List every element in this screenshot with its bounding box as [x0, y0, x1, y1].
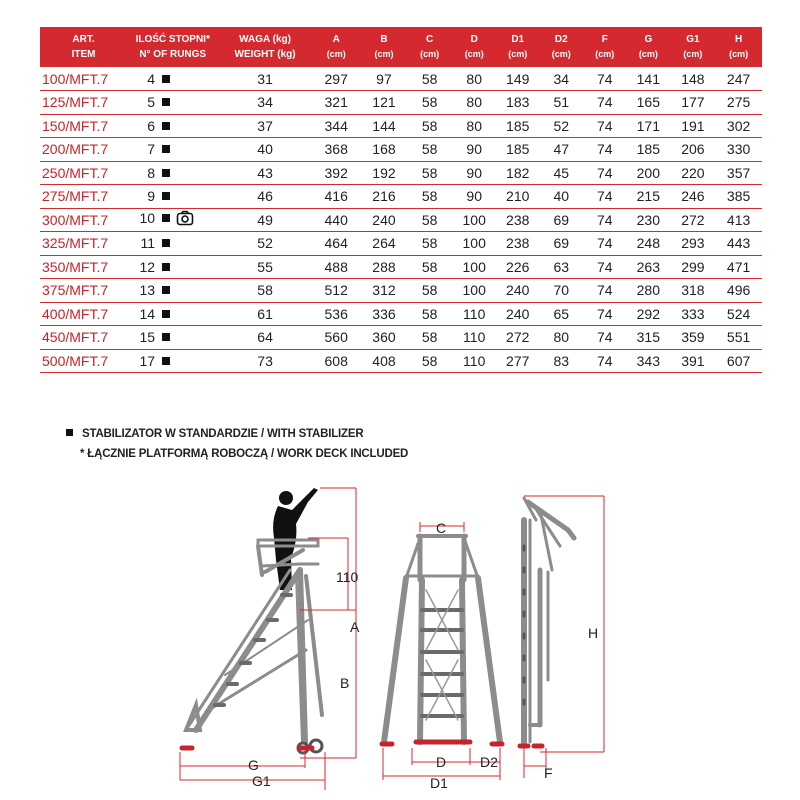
rungs-cell: [127, 302, 218, 326]
value-cell: 185: [506, 117, 530, 134]
rungs-cell: [127, 91, 218, 115]
table-row: [40, 91, 762, 115]
rungs-cell: [127, 208, 218, 232]
rungs-cell: [127, 138, 218, 162]
rungs-cell: [127, 114, 218, 138]
value-cell: 34: [257, 94, 273, 111]
stabilizer-square-icon: [162, 357, 170, 365]
rungs-count: 8: [147, 164, 156, 181]
value-cell: 206: [681, 141, 705, 158]
item-code: 150/MFT.7: [42, 117, 109, 134]
table-row: [40, 349, 762, 373]
camera-icon: [176, 210, 194, 229]
value-cell: 560: [324, 329, 348, 346]
value-cell: 52: [257, 235, 273, 252]
value-cell: 240: [506, 305, 530, 322]
value-cell: 464: [324, 235, 348, 252]
value-cell: 74: [597, 164, 613, 181]
item-code: 350/MFT.7: [42, 258, 109, 275]
stabilizer-square-icon: [162, 333, 170, 341]
value-cell: 496: [726, 282, 751, 299]
value-cell: 58: [421, 141, 438, 158]
label-110: 110: [336, 569, 359, 585]
value-cell: 299: [681, 258, 705, 275]
value-cell: 47: [553, 141, 570, 158]
label-g1: G1: [252, 773, 271, 789]
value-cell: 58: [421, 352, 438, 369]
value-cell: 80: [466, 94, 482, 111]
value-cell: 343: [636, 352, 660, 369]
value-cell: 230: [636, 211, 660, 228]
spec-table: [40, 27, 762, 373]
value-cell: 69: [553, 211, 570, 228]
value-cell: 391: [681, 352, 705, 369]
rungs-cell: [127, 232, 218, 256]
item-code: 500/MFT.7: [42, 352, 109, 369]
value-cell: 312: [372, 282, 396, 299]
value-cell: 58: [421, 211, 438, 228]
value-cell: 74: [597, 329, 613, 346]
value-cell: 165: [636, 94, 660, 111]
rungs-count: 13: [139, 282, 156, 299]
value-cell: 58: [421, 282, 438, 299]
stabilizer-square-icon: [162, 122, 170, 130]
value-cell: 292: [636, 305, 660, 322]
value-cell: 64: [257, 329, 273, 346]
value-cell: 110: [463, 329, 486, 346]
value-cell: 40: [257, 141, 273, 158]
stabilizer-square-icon: [162, 192, 170, 200]
legend: [66, 424, 408, 464]
value-cell: 240: [506, 282, 530, 299]
value-cell: 471: [726, 258, 751, 275]
label-f: F: [544, 765, 553, 781]
value-cell: 58: [421, 235, 438, 252]
value-cell: 357: [726, 164, 751, 181]
rungs-count: 12: [139, 258, 156, 275]
table-header: [40, 27, 762, 67]
value-cell: 247: [726, 70, 751, 87]
value-cell: 216: [372, 188, 396, 205]
value-cell: 220: [681, 164, 705, 181]
item-code: 125/MFT.7: [42, 94, 109, 111]
rungs-count: 14: [139, 305, 156, 322]
value-cell: 330: [726, 141, 751, 158]
value-cell: 185: [506, 141, 530, 158]
table-row: [40, 232, 762, 256]
value-cell: 74: [597, 235, 613, 252]
value-cell: 238: [506, 211, 530, 228]
rungs-count: 15: [139, 329, 156, 346]
stabilizer-square-icon: [162, 169, 170, 177]
header-g1: G1 (cm): [683, 34, 703, 59]
rungs-cell: [127, 185, 218, 209]
stabilizer-square-icon: [162, 145, 170, 153]
value-cell: 74: [597, 70, 613, 87]
item-code: 275/MFT.7: [42, 188, 109, 205]
value-cell: 58: [257, 282, 273, 299]
item-code: 300/MFT.7: [42, 211, 109, 228]
table-row: [40, 185, 762, 209]
value-cell: 168: [372, 141, 396, 158]
value-cell: 58: [421, 70, 438, 87]
value-cell: 392: [324, 164, 348, 181]
value-cell: 90: [466, 164, 482, 181]
value-cell: 263: [636, 258, 660, 275]
label-a: A: [350, 619, 360, 635]
value-cell: 171: [636, 117, 660, 134]
table-row: [40, 67, 762, 91]
value-cell: 58: [421, 188, 438, 205]
side-dimensions: [180, 488, 356, 790]
value-cell: 185: [636, 141, 660, 158]
stabilizer-square-icon: [162, 214, 170, 222]
header-rungs: ILOŚĆ STOPNI* N° OF RUNGS: [135, 34, 210, 60]
value-cell: 280: [636, 282, 660, 299]
value-cell: 315: [636, 329, 660, 346]
value-cell: 368: [324, 141, 348, 158]
value-cell: 100: [462, 211, 486, 228]
header-g: G (cm): [638, 34, 658, 59]
table-row: [40, 138, 762, 162]
value-cell: 65: [553, 305, 570, 322]
item-code: 200/MFT.7: [42, 141, 109, 158]
header-a: A (cm): [326, 34, 346, 59]
value-cell: 607: [726, 352, 751, 369]
value-cell: 182: [506, 164, 530, 181]
value-cell: 238: [506, 235, 530, 252]
rungs-cell: [127, 349, 218, 373]
value-cell: 46: [257, 188, 273, 205]
value-cell: 51: [553, 94, 570, 111]
value-cell: 100: [462, 235, 486, 252]
side-view-drawing: [182, 488, 322, 753]
header-d1: D1 (cm): [508, 34, 528, 59]
header-d2: D2 (cm): [551, 34, 571, 59]
value-cell: 70: [553, 282, 570, 299]
value-cell: 608: [324, 352, 348, 369]
rungs-count: 7: [147, 141, 156, 158]
value-cell: 80: [553, 329, 570, 346]
rungs-count: 17: [139, 352, 156, 369]
value-cell: 264: [372, 235, 396, 252]
value-cell: 344: [324, 117, 348, 134]
rungs-count: 10: [139, 210, 156, 227]
table-row: [40, 114, 762, 138]
value-cell: 52: [553, 117, 570, 134]
value-cell: 536: [324, 305, 348, 322]
item-code: 100/MFT.7: [42, 70, 109, 87]
value-cell: 74: [597, 117, 613, 134]
value-cell: 360: [372, 329, 396, 346]
table-body: [40, 67, 762, 373]
value-cell: 416: [324, 188, 348, 205]
value-cell: 43: [257, 164, 273, 181]
label-g: G: [248, 757, 259, 773]
value-cell: 183: [506, 94, 530, 111]
value-cell: 248: [636, 235, 660, 252]
header-h: H (cm): [729, 34, 749, 59]
item-code: 450/MFT.7: [42, 329, 109, 346]
value-cell: 58: [421, 305, 438, 322]
label-h: H: [588, 625, 599, 641]
value-cell: 100: [462, 258, 486, 275]
stabilizer-square-icon: [162, 98, 170, 106]
value-cell: 58: [421, 94, 438, 111]
value-cell: 440: [324, 211, 348, 228]
item-code: 375/MFT.7: [42, 282, 109, 299]
value-cell: 240: [372, 211, 396, 228]
legend-stabilizer: STABILIZATOR W STANDARDZIE / WITH STABILIZER: [66, 424, 408, 444]
stabilizer-square-icon: [162, 239, 170, 247]
header-f: F (cm): [595, 34, 615, 59]
value-cell: 408: [372, 352, 396, 369]
value-cell: 288: [372, 258, 396, 275]
value-cell: 74: [597, 258, 613, 275]
stabilizer-square-icon: [162, 263, 170, 271]
item-code: 400/MFT.7: [42, 305, 109, 322]
value-cell: 90: [466, 188, 482, 205]
rungs-count: 5: [147, 94, 156, 111]
value-cell: 443: [726, 235, 751, 252]
value-cell: 272: [506, 329, 530, 346]
value-cell: 148: [681, 70, 705, 87]
value-cell: 74: [597, 141, 613, 158]
value-cell: 73: [257, 352, 273, 369]
value-cell: 74: [597, 282, 613, 299]
value-cell: 297: [324, 70, 348, 87]
value-cell: 74: [597, 94, 613, 111]
value-cell: 293: [681, 235, 705, 252]
value-cell: 49: [257, 211, 273, 228]
value-cell: 83: [553, 352, 570, 369]
value-cell: 200: [636, 164, 660, 181]
value-cell: 58: [421, 329, 438, 346]
legend-work-deck: * ŁĄCZNIE PLATFORMĄ ROBOCZĄ / WORK DECK INCLUDED: [80, 448, 409, 460]
rungs-cell: [127, 67, 218, 91]
value-cell: 318: [681, 282, 705, 299]
value-cell: 90: [466, 141, 482, 158]
value-cell: 80: [466, 117, 482, 134]
ladder-drawings: [0, 480, 800, 800]
table-row: [40, 279, 762, 303]
table-row: [40, 326, 762, 350]
value-cell: 34: [553, 70, 570, 87]
value-cell: 58: [421, 164, 438, 181]
label-d1: D1: [430, 775, 448, 791]
value-cell: 359: [681, 329, 705, 346]
value-cell: 385: [726, 188, 751, 205]
value-cell: 275: [726, 94, 751, 111]
stabilizer-square-icon: [162, 286, 170, 294]
value-cell: 61: [257, 305, 273, 322]
rungs-count: 9: [147, 188, 156, 205]
value-cell: 246: [681, 188, 705, 205]
value-cell: 302: [726, 117, 751, 134]
value-cell: 272: [681, 211, 705, 228]
value-cell: 121: [372, 94, 396, 111]
label-d: D: [436, 754, 447, 770]
stabilizer-square-icon: [162, 75, 170, 83]
value-cell: 210: [506, 188, 530, 205]
item-code: 325/MFT.7: [42, 235, 109, 252]
value-cell: 191: [681, 117, 705, 134]
rungs-count: 11: [140, 235, 156, 252]
rungs-count: 4: [147, 70, 156, 87]
rungs-cell: [127, 255, 218, 279]
value-cell: 149: [506, 70, 530, 87]
value-cell: 37: [257, 117, 273, 134]
rear-view-drawing: [520, 498, 574, 746]
value-cell: 277: [506, 352, 530, 369]
header-weight: WAGA (kg) WEIGHT (kg): [234, 34, 296, 60]
value-cell: 74: [597, 352, 613, 369]
rungs-cell: [127, 326, 218, 350]
header-d: D (cm): [464, 34, 484, 59]
table-row: [40, 302, 762, 326]
value-cell: 321: [324, 94, 348, 111]
value-cell: 551: [726, 329, 751, 346]
value-cell: 74: [597, 188, 613, 205]
header-b: B (cm): [374, 34, 394, 59]
table-row: [40, 208, 762, 232]
value-cell: 413: [726, 211, 751, 228]
stabilizer-square-icon: [66, 429, 73, 436]
header-c: C (cm): [420, 34, 440, 59]
table-row: [40, 161, 762, 185]
rungs-cell: [127, 279, 218, 303]
value-cell: 100: [462, 282, 486, 299]
label-d2: D2: [480, 754, 498, 770]
value-cell: 80: [466, 70, 482, 87]
value-cell: 74: [597, 305, 613, 322]
value-cell: 226: [506, 258, 530, 275]
label-c: C: [436, 520, 447, 536]
value-cell: 69: [553, 235, 570, 252]
value-cell: 55: [257, 258, 273, 275]
value-cell: 333: [681, 305, 705, 322]
value-cell: 58: [421, 117, 438, 134]
rungs-cell: [127, 161, 218, 185]
value-cell: 31: [257, 70, 273, 87]
value-cell: 512: [324, 282, 348, 299]
front-view-drawing: [382, 536, 502, 744]
value-cell: 336: [372, 305, 396, 322]
header-item: ART. ITEM: [71, 34, 96, 60]
value-cell: 144: [372, 117, 396, 134]
item-code: 250/MFT.7: [42, 164, 109, 181]
table-row: [40, 255, 762, 279]
value-cell: 215: [636, 188, 660, 205]
value-cell: 45: [553, 164, 570, 181]
value-cell: 192: [372, 164, 396, 181]
value-cell: 110: [463, 305, 486, 322]
value-cell: 63: [553, 258, 570, 275]
value-cell: 524: [726, 305, 751, 322]
rungs-count: 6: [147, 117, 156, 134]
stabilizer-square-icon: [162, 310, 170, 318]
value-cell: 177: [681, 94, 705, 111]
value-cell: 40: [553, 188, 570, 205]
value-cell: 488: [324, 258, 348, 275]
value-cell: 58: [421, 258, 438, 275]
label-b: B: [340, 675, 350, 691]
value-cell: 141: [636, 70, 660, 87]
value-cell: 97: [376, 70, 392, 87]
value-cell: 110: [463, 352, 486, 369]
value-cell: 74: [597, 211, 613, 228]
